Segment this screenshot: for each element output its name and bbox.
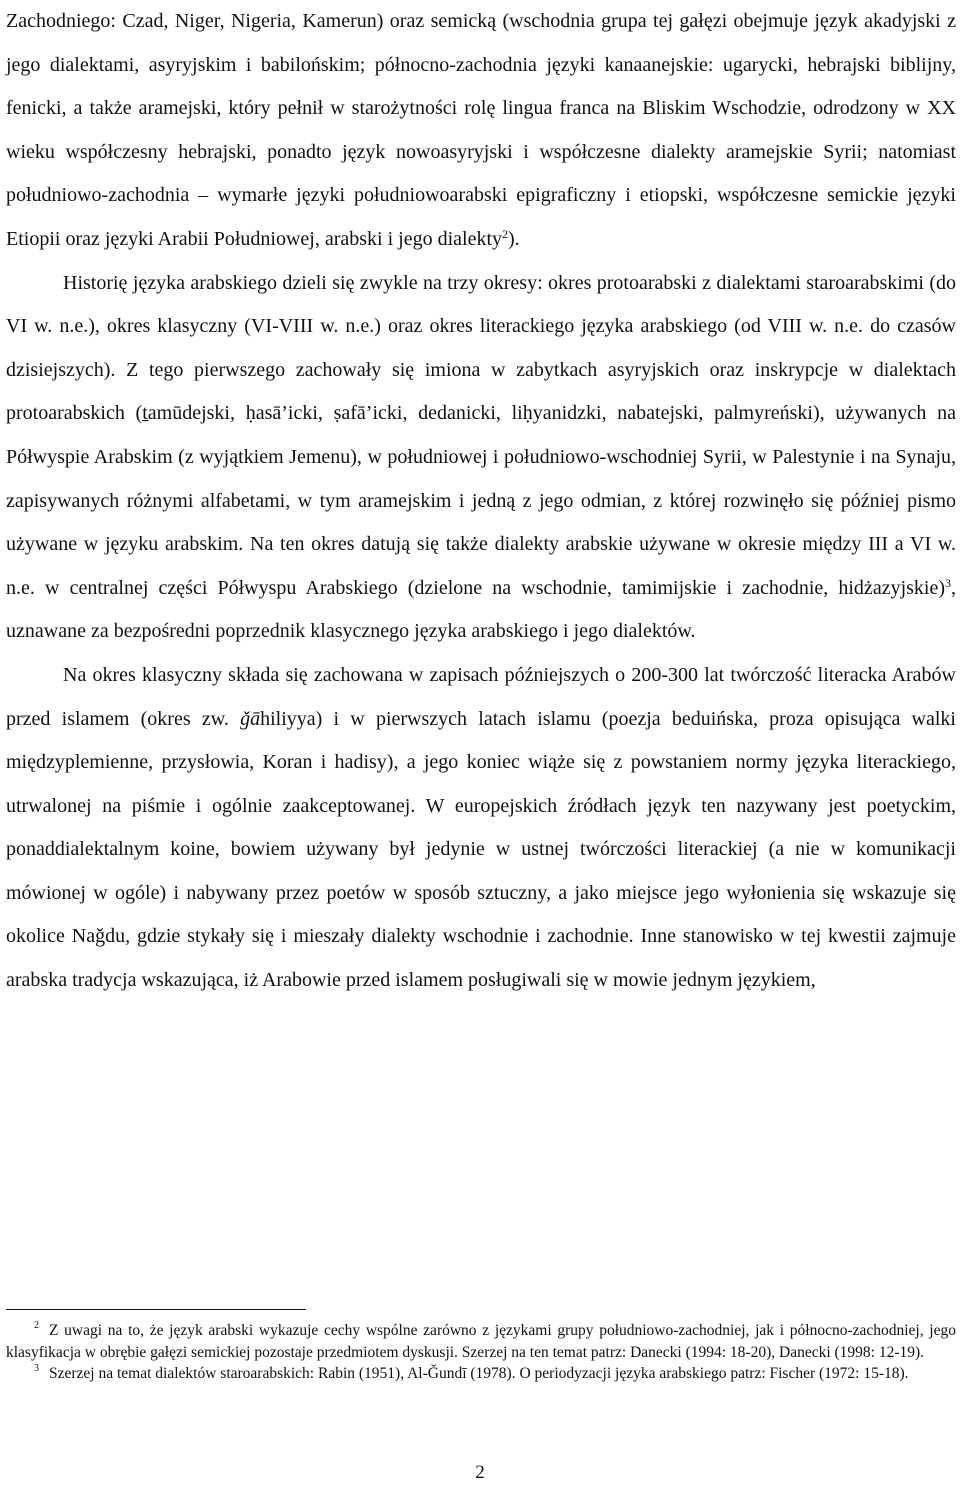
page-number: 2 bbox=[475, 1462, 485, 1483]
term-jahiliyya: ǧā bbox=[240, 707, 261, 730]
main-text bbox=[6, 0, 956, 1003]
paragraph-3: Na okres klasyczny składa się zachowana w zapisach późniejszych o 200-300 lat twórczość literacka Arabów przed islamem (okres zw. ǧāhiliyya) i w pierwszych latach islamu (poezja beduińska, proza opisująca walki międzyplemienne, przysłowia, Koran i hadisy), a jego koniec wiąże się z powstaniem normy języka literackiego, utrwalonej na piśmie i ogólnie zaakceptowanej. W europejskich źródłach język ten nazywany jest poetyckim, ponaddialektalnym koine, bowiem używany był jedynie w ustnej twórczości literackiej (a nie w komunikacji mówionej w ogóle) i nabywany przez poetów w sposób sztuczny, a jako miejsce jego wyłonienia się wskazuje się okolice Naǧdu, gdzie stykały się i mieszały dialekty wschodnie i zachodnie. Inne stanowisko w tej kwestii zajmuje arabska tradycja wskazująca, iż Arabowie przed islamem posługiwali się w mowie jednym językiem, bbox=[6, 663, 956, 992]
footnote-2: $^2$ Z uwagi na to, że język arabski wykazuje cechy wspólne zarówno z językami grupy południowo-zachodniej, jak i północno-zachodniej, jego klasyfikacja w obrębie gałęzi semickiej pozostaje przedmiotem dyskusji. Szerzej na ten temat patrz: Danecki (1994: 18-20), Danecki (1998: 12-19). bbox=[6, 1320, 956, 1361]
footnote-separator bbox=[6, 1309, 306, 1310]
footnote-3: $^3$ Szerzej na temat dialektów staroarabskich: Rabin (1951), Al-Ǧundī (1978). O periodyzacji języka arabskiego patrz: Fischer (1972: 15-18). bbox=[34, 1363, 909, 1382]
footnote-ref-3: 3 bbox=[945, 575, 951, 590]
paragraph-2: Historię języka arabskiego dzieli się zwykle na trzy okresy: okres protoarabski z dialektami staroarabskimi (do VI w. n.e.), okres klasyczny (VI-VIII w. n.e.) oraz okres literackiego języka arabskiego (od VIII w. n.e. do czasów dzisiejszych). Z tego pierwszego zachowały się imiona w zabytkach asyryjskich oraz inskrypcje w dialektach protoarabskich (ṯamūdejski, ḥasā’icki, ṣafā’icki, dedanicki, liḥyanidzki, nabatejski, palmyreński), używanych na Półwyspie Arabskim (z wyjątkiem Jemenu), w południowej i południowo-wschodniej Syrii, w Palestynie i na Synaju, zapisywanych różnymi alfabetami, w tym aramejskim i jedną z jego odmian, z której rozwinęło się później pismo używane w języku arabskim. Na ten okres datują się także dialekty arabskie używane w okresie między III a VI w. n.e. w centralnej części Półwyspu Arabskiego (dzielone na wschodnie, tamimijskie i zachodnie, hidżazyjskie)$^3$, uznawane za bezpośredni poprzednik klasycznego języka arabskiego i jego dialektów. bbox=[6, 271, 956, 643]
paragraph-1: Zachodniego: Czad, Niger, Nigeria, Kamerun) oraz semicką (wschodnia grupa tej gałęzi obejmuje język akadyjski z jego dialektami, asyryjskim i babilońskim; północno-zachodnia języki kanaanejskie: ugarycki, hebrajski biblijny, fenicki, a także aramejski, który pełnił w starożytności rolę lingua franca na Bliskim Wschodzie, odrodzony w XX wieku współczesny hebrajski, ponadto język nowoasyryjski i współczesne dialekty aramejskie Syrii; natomiast południowo-zachodnia – wymarłe języki południowoarabski epigraficzny i etiopski, współczesne semickie języki Etiopii oraz języki Arabii Południowej, arabski i jego dialekty$^2$). bbox=[6, 10, 956, 250]
footnote-ref-2: 2 bbox=[502, 226, 508, 241]
footnotes bbox=[6, 1320, 956, 1385]
